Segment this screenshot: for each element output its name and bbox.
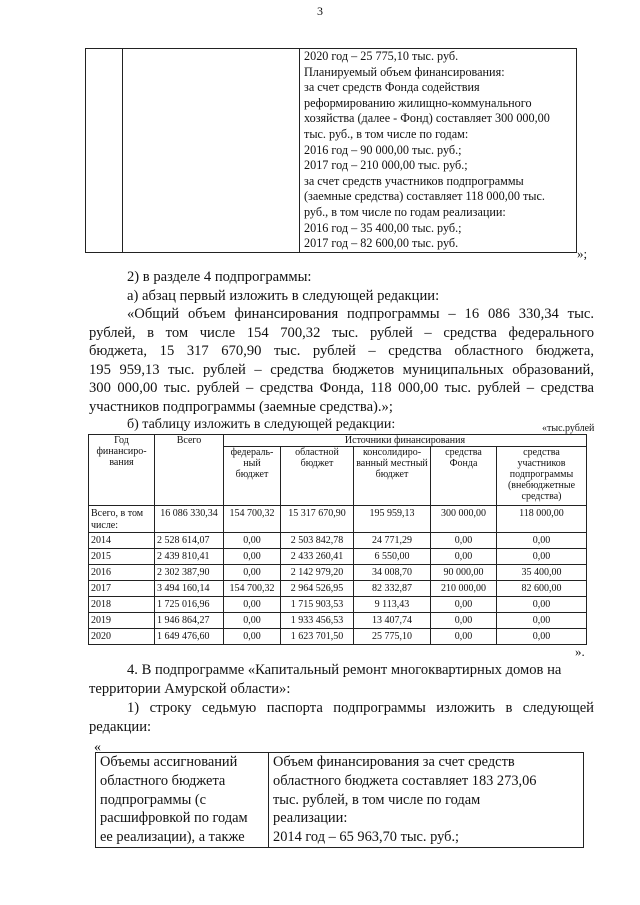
label-line: ее реализации), а также [100,829,245,846]
cell-fund: 300 000,00 [431,506,497,533]
cell-total: 2 528 614,07 [155,533,224,549]
header-year: Год финансиро-вания [89,435,155,506]
header-federal: федераль-ный бюджет [224,447,281,506]
cell-regional: 2 503 842,78 [281,533,354,549]
cell-participants: 118 000,00 [497,506,587,533]
quote-line: 300 000,00 тыс. рублей – средства Фонда, 118 000,00 тыс. рублей – средства [89,380,594,396]
section-4-line: территории Амурской области»: [89,681,291,697]
section-4-line: 1) строку седьмую паспорта подпрограммы изложить в следующей [127,700,594,716]
passport-line: 2016 год – 90 000,00 тыс. руб.; [304,142,462,157]
passport-line: 2017 год – 210 000,00 тыс. руб.; [304,158,468,173]
quote-line: рублей, в том числе 154 700,32 тыс. рублей – средства федерального [89,325,594,341]
passport-line: реформированию жилищно-коммунального [304,95,532,110]
passport-line: Планируемый объем финансирования: [304,64,505,79]
cell-participants: 0,00 [497,629,587,645]
page-number: 3 [317,4,323,18]
cell-regional: 1 623 701,50 [281,629,354,645]
cell-federal: 0,00 [224,533,281,549]
quote-last-line: участников подпрограммы (заемные средства).»; [89,399,393,415]
item-a: а) абзац первый изложить в следующей редакции: [127,288,440,304]
cell-federal: 0,00 [224,613,281,629]
cell-year: 2017 [89,581,155,597]
passport-line: за счет средств Фонда содействия [304,80,480,95]
cell-local: 195 959,13 [354,506,431,533]
value-line: реализации: [273,810,348,827]
cell-federal: 0,00 [224,629,281,645]
label-line: Объемы ассигнований [100,754,238,770]
passport-line: (заемные средства) составляет 118 000,00 тыс. [304,189,545,204]
quote-open-mark: « [94,740,101,755]
cell-regional: 2 142 979,20 [281,565,354,581]
table-row-total [89,506,587,533]
header-fund: средства Фонда [431,447,497,506]
cell-local: 34 008,70 [354,565,431,581]
cell-year: 2018 [89,597,155,613]
table-row [89,613,587,629]
passport-row-table [95,752,584,848]
cell-regional: 2 964 526,95 [281,581,354,597]
label-line: областного бюджета [100,772,226,789]
cell-total: 3 494 160,14 [155,581,224,597]
cell-total: 16 086 330,34 [155,506,224,533]
cell-total: 1 946 864,27 [155,613,224,629]
cell-local: 82 332,87 [354,581,431,597]
table-close-mark: ». [575,644,585,659]
cell-participants: 0,00 [497,613,587,629]
passport-row-label [96,753,269,848]
cell-total: 1 649 476,60 [155,629,224,645]
cell-fund: 0,00 [431,629,497,645]
cell-federal: 0,00 [224,597,281,613]
cell-participants: 82 600,00 [497,581,587,597]
passport-label-cell [123,49,300,253]
cell-federal: 0,00 [224,549,281,565]
cell-total: 1 725 016,96 [155,597,224,613]
cell-regional: 1 933 456,53 [281,613,354,629]
table-row [89,629,587,645]
cell-participants: 0,00 [497,533,587,549]
passport-line: тыс. руб., в том числе по годам: [304,126,469,141]
financing-table [88,434,587,645]
passport-line: 2017 год – 82 600,00 тыс. руб. [304,236,459,251]
section-2-heading: 2) в разделе 4 подпрограммы: [127,269,312,285]
table-row [89,549,587,565]
passport-empty-cell [86,49,123,253]
passport-line: хозяйства (далее - Фонд) составляет 300 000,00 [304,111,550,126]
passport-line: за счет средств участников подпрограммы [304,173,524,188]
passport-line: 2020 год – 25 775,10 тыс. руб. [304,49,459,63]
passport-row-value [269,753,584,848]
cell-total: 2 302 387,90 [155,565,224,581]
quote-line: 195 959,13 тыс. рублей – средства бюджетов муниципальных образований, [89,362,594,378]
value-line: тыс. рублей, в том числе по годам [273,791,481,808]
cell-regional: 15 317 670,90 [281,506,354,533]
cell-total: 2 439 810,41 [155,549,224,565]
quote-line: «Общий объем финансирования подпрограммы – 16 086 330,34 тыс. [127,306,594,322]
cell-local: 13 407,74 [354,613,431,629]
cell-year: 2015 [89,549,155,565]
cell-federal: 0,00 [224,565,281,581]
passport-line: руб., в том числе по годам реализации: [304,204,506,219]
quote-line: бюджета, 15 317 670,90 тыс. рублей – средства областного бюджета, [89,343,594,359]
value-line: Объем финансирования за счет средств [273,754,515,770]
table-row [89,581,587,597]
passport-line: 2016 год – 35 400,00 тыс. руб.; [304,220,462,235]
value-line: областного бюджета составляет 183 273,06 [273,772,537,789]
section-4-line: редакции: [89,719,152,735]
cell-year: 2020 [89,629,155,645]
cell-federal: 154 700,32 [224,506,281,533]
cell-fund: 0,00 [431,533,497,549]
item-b: б) таблицу изложить в следующей редакции: [127,417,396,432]
cell-local: 25 775,10 [354,629,431,645]
label-line: подпрограммы (с [100,791,207,808]
cell-fund: 0,00 [431,549,497,565]
program-passport-fragment-table [85,48,577,253]
table-row [89,533,587,549]
cell-year: 2019 [89,613,155,629]
table-row [89,597,587,613]
cell-regional: 2 433 260,41 [281,549,354,565]
cell-participants: 0,00 [497,549,587,565]
cell-federal: 154 700,32 [224,581,281,597]
cell-fund: 90 000,00 [431,565,497,581]
table-unit-label: «тыс.рублей [542,423,595,434]
cell-regional: 1 715 903,53 [281,597,354,613]
cell-year: Всего, в том числе: [89,506,155,533]
cell-local: 9 113,43 [354,597,431,613]
cell-fund: 0,00 [431,613,497,629]
header-total: Всего [155,435,224,506]
cell-participants: 35 400,00 [497,565,587,581]
header-regional: областной бюджет [281,447,354,506]
section-4-line: 4. В подпрограмме «Капитальный ремонт многоквартирных домов на [127,662,562,678]
cell-year: 2014 [89,533,155,549]
cell-fund: 0,00 [431,597,497,613]
cell-participants: 0,00 [497,597,587,613]
header-local: консолидиро-ванный местный бюджет [354,447,431,506]
header-participants: средства участников подпрограммы (внебюджетные средства) [497,447,587,506]
value-line: 2014 год – 65 963,70 тыс. руб.; [273,829,460,846]
label-line: расшифровкой по годам [100,810,248,827]
cell-year: 2016 [89,565,155,581]
cell-fund: 210 000,00 [431,581,497,597]
passport-value-cell [300,49,577,253]
quote-close-mark: »; [577,246,588,261]
header-sources: Источники финансирования [224,435,587,447]
cell-local: 6 550,00 [354,549,431,565]
table-row [89,565,587,581]
cell-local: 24 771,29 [354,533,431,549]
